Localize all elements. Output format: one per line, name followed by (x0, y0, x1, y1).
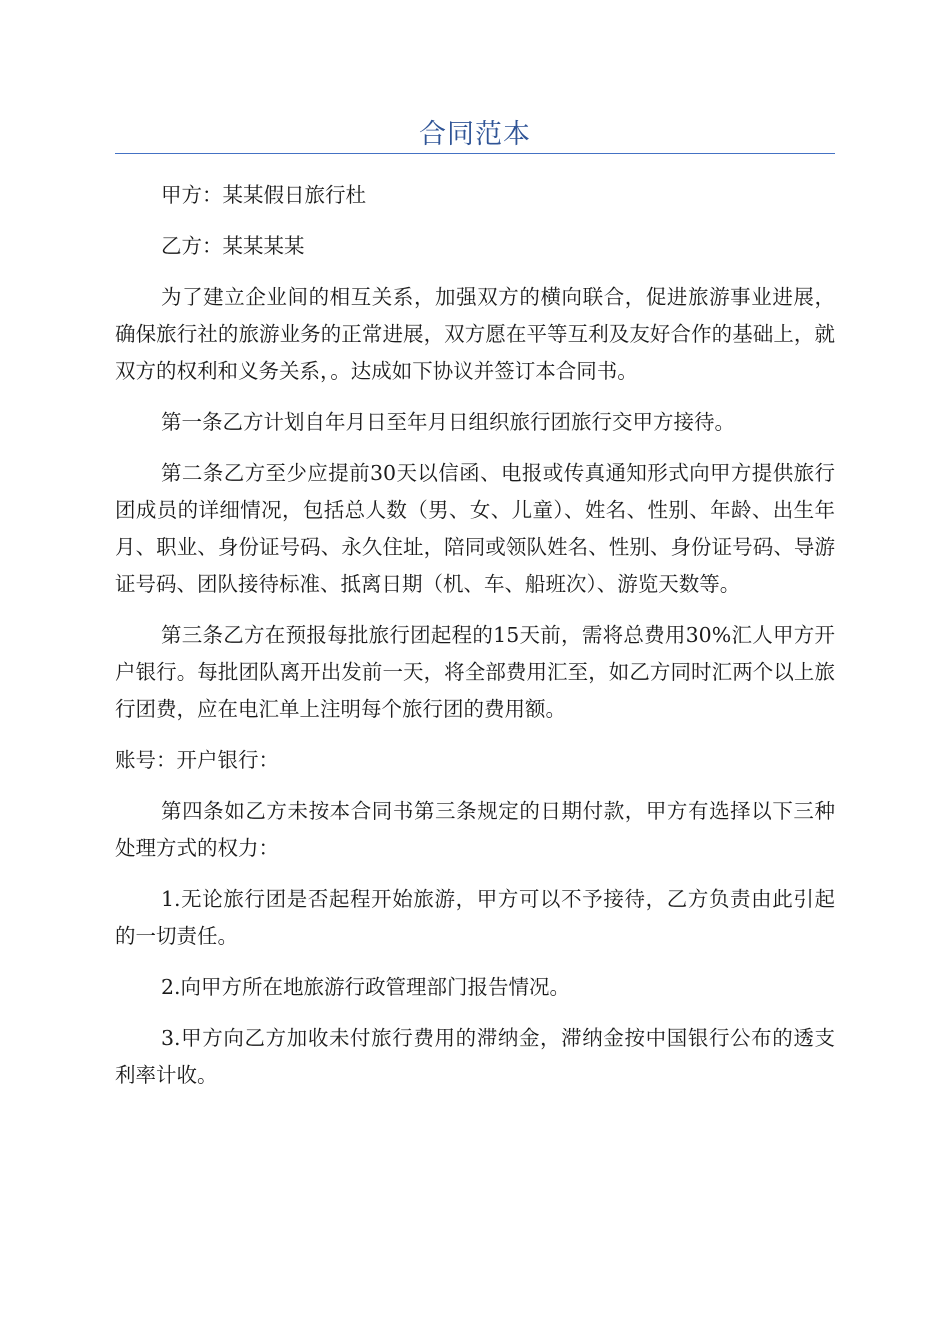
article-2-paragraph: 第二条乙方至少应提前30天以信函、电报或传真通知形式向甲方提供旅行团成员的详细情况，包括总人数（男、女、儿童）、姓名、性别、年龄、出生年月、职业、身份证号码、永久住址，陪同或领队姓名、性别、身份证号码、导游证号码、团队接待标准、抵离日期（机、车、船班次）、游览天数等。 (115, 461, 835, 596)
option-3-paragraph: 3.甲方向乙方加收未付旅行费用的滞纳金，滞纳金按中国银行公布的透支利率计收。 (115, 1026, 835, 1087)
document-body (115, 177, 835, 1108)
party-b-line: 乙方：某某某某 (161, 234, 305, 258)
document-title: 合同范本 (419, 119, 531, 150)
title-underline (115, 153, 835, 154)
party-a-line: 甲方：某某假日旅行杜 (161, 183, 366, 207)
article-1-paragraph: 第一条乙方计划自年月日至年月日组织旅行团旅行交甲方接待。 (161, 410, 735, 434)
bank-account-line: 账号：开户银行： (115, 748, 279, 772)
option-2-paragraph: 2.向甲方所在地旅游行政管理部门报告情况。 (161, 975, 571, 999)
article-4-paragraph: 第四条如乙方未按本合同书第三条规定的日期付款，甲方有选择以下三种处理方式的权力： (115, 799, 835, 860)
preamble-paragraph: 为了建立企业间的相互关系，加强双方的横向联合，促进旅游事业进展，确保旅行社的旅游业务的正常进展，双方愿在平等互利及友好合作的基础上，就双方的权利和义务关系，。达成如下协议并签订本合同书。 (115, 285, 835, 383)
article-3-paragraph: 第三条乙方在预报每批旅行团起程的15天前，需将总费用30%汇人甲方开户银行。每批团队离开出发前一天，将全部费用汇至，如乙方同时汇两个以上旅行团费，应在电汇单上注明每个旅行团的费用额。 (115, 623, 835, 721)
option-1-paragraph: 1.无论旅行团是否起程开始旅游，甲方可以不予接待，乙方负责由此引起的一切责任。 (115, 887, 835, 948)
